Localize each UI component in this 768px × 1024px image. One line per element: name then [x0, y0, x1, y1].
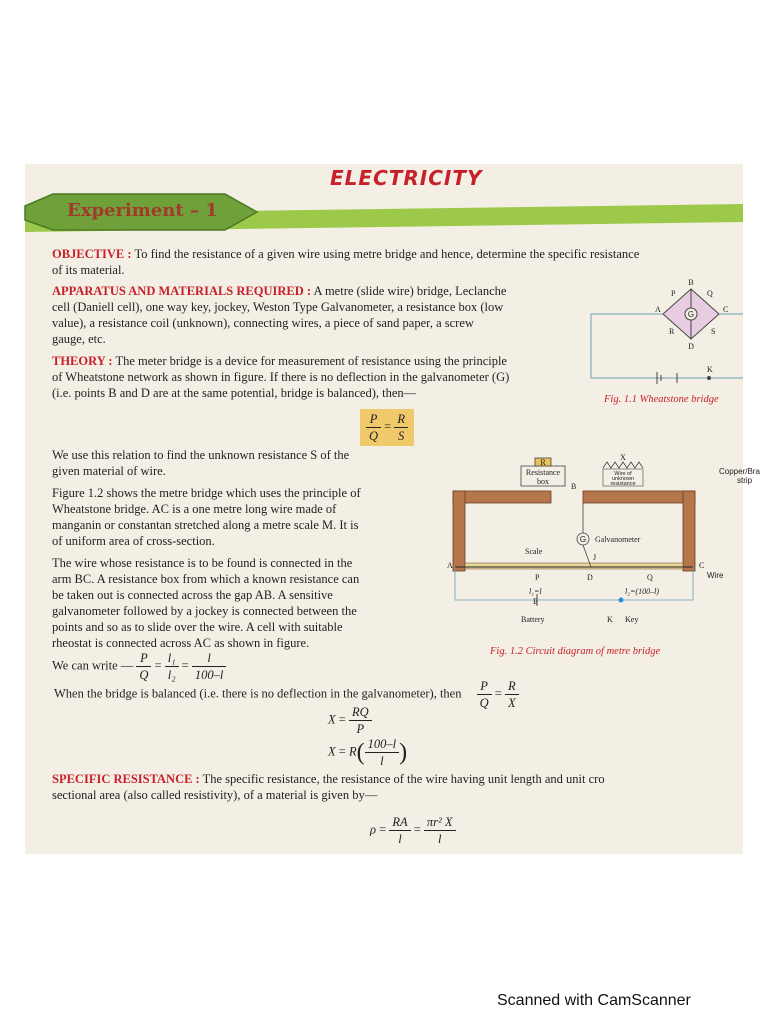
eq-r: R [394, 411, 408, 428]
x2-den: l [380, 754, 384, 768]
rho-num1: RA [389, 814, 410, 831]
x2-x: X [328, 744, 336, 759]
objective-line2: of its material. [52, 263, 125, 277]
p3-line6: rheostat is connected across AC as shown in figure. [52, 636, 310, 650]
x2-eq: = [338, 744, 346, 759]
fig1-label-s: S [711, 327, 716, 336]
p3-line3: be taken out is connected across the gap AB. A sensitive [52, 588, 333, 602]
fig2-label-resistance-box-1: Resistance [525, 468, 561, 477]
balanced-text: When the bridge is balanced (i.e. there is no deflection in the galvanometer), then [54, 686, 462, 701]
fig1-label-r: R [669, 327, 675, 336]
rho-num2: πr² X [424, 814, 456, 831]
p2-line2: Wheatstone bridge. AC is a one metre long wire made of [52, 502, 337, 516]
eq-s: S [398, 429, 405, 443]
fig1-label-q: Q [707, 289, 713, 298]
fig2-label-e: E [533, 597, 538, 606]
theory-label: THEORY : [52, 354, 113, 368]
fig1-background [587, 274, 743, 392]
wcw-100-l: 100–l [194, 668, 224, 682]
equation-x-r-ratio: X = R( $\frac{100-l}{l}$ ) [328, 737, 408, 768]
fig1-label-a: A [655, 305, 661, 314]
fig2-label-l2: l₂=(100–l) [625, 587, 659, 596]
fig1-label-p: P [671, 289, 676, 298]
bal-x: X [507, 696, 516, 710]
fig2-label-x: X [620, 453, 626, 462]
fig1-label-d: D [688, 342, 694, 351]
textbook-page [25, 164, 760, 854]
experiment-label: Experiment – 1 [67, 200, 218, 221]
fig2-label-q: Q [647, 573, 653, 582]
bal-eq: = [494, 686, 502, 701]
fig2-label-wire-unknown-1: Wire of [614, 471, 632, 477]
p3-line1: The wire whose resistance is to be found is connected in the [52, 556, 353, 570]
fig1-caption: Fig. 1.1 Wheatstone bridge [604, 394, 719, 405]
fig2-label-k: K [607, 615, 613, 624]
equation-x-rq-p [328, 704, 372, 737]
specific-label: SPECIFIC RESISTANCE : [52, 772, 200, 786]
fig1-label-c: C [723, 305, 729, 314]
x1-den: P [356, 722, 365, 736]
x1-eq: = [338, 712, 346, 727]
theory-line3: (i.e. points B and D are at the same potential, bridge is balanced), then— [52, 386, 417, 400]
balanced-statement [54, 678, 519, 711]
fig2-label-copper-1: Copper/Bra [719, 467, 760, 476]
rho-symbol: ρ [370, 822, 376, 837]
fig2-label-a: A [447, 561, 453, 570]
rho-den1: l [398, 832, 402, 846]
fig2-label-l1: l₁=l [529, 587, 542, 596]
p2-line3: manganin or constantan stretched along a metre scale M. It is [52, 518, 359, 532]
eq-q: Q [369, 429, 379, 443]
rho-eq1: = [379, 822, 387, 837]
apparatus-label: APPARATUS AND MATERIALS REQUIRED : [52, 284, 312, 298]
fig2-label-resistance-box-2: box [537, 477, 549, 486]
p2-line4: of uniform area of cross-section. [52, 534, 215, 548]
wcw-l: l [192, 650, 226, 667]
fig1-label-g: G [687, 310, 695, 319]
fig2-label-d: D [587, 573, 593, 582]
p3-line2: arm BC. A resistance box from which a known resistance can [52, 572, 360, 586]
wcw-l1: l₁ [165, 650, 179, 667]
bal-p: P [477, 678, 492, 695]
objective-line1: To find the resistance of a given wire using metre bridge and hence, determine the specific resistance [134, 247, 640, 261]
apparatus-line3: value), a resistance coil (unknown), connecting wires, a piece of sand paper, a screw [52, 316, 474, 330]
fig2-label-key: Key [625, 615, 639, 624]
wheatstone-bridge-figure [587, 274, 743, 392]
theory-line2: of Wheatstone network as shown in figure. If there is no deflection in the galvanometer (G) [52, 370, 510, 384]
balance-equation [360, 409, 414, 446]
x1-x: X [328, 712, 336, 727]
fig2-label-r: R [540, 458, 546, 467]
frame-left-leg [453, 491, 465, 571]
key-contact [619, 598, 624, 603]
p1-line2: given material of wire. [52, 464, 166, 478]
fig2-label-wire-unknown-2: unknown [611, 476, 635, 482]
fig2-label-wire-unknown-3: resistance [610, 481, 636, 487]
p3-line4: galvanometer followed by a jockey is connected between the [52, 604, 357, 618]
bal-q: Q [479, 696, 489, 710]
specific-line2: sectional area (also called resistivity), of a material is given by— [52, 788, 378, 802]
fig2-label-battery: Battery [521, 615, 545, 624]
equation-rho [370, 814, 456, 847]
fig2-label-wire: Wire [707, 571, 724, 580]
x2-num: 100–l [365, 736, 399, 753]
specific-resistance-section [52, 771, 742, 803]
eq-sign: = [384, 419, 392, 434]
fig2-label-copper-2: strip [737, 476, 753, 485]
wcw-eq1: = [154, 658, 162, 673]
x2-r: R [348, 744, 357, 759]
wcw-eq2: = [181, 658, 189, 673]
wcw-p: P [136, 650, 151, 667]
wcw-q: Q [139, 668, 149, 682]
fig2-label-p: P [535, 573, 540, 582]
rho-eq2: = [413, 822, 421, 837]
fig2-label-scale: Scale [525, 547, 543, 556]
fig1-label-b: B [688, 278, 694, 287]
fig1-label-k: K [707, 365, 713, 374]
eq-p: P [366, 411, 381, 428]
apparatus-line4: gauge, etc. [52, 332, 106, 346]
wcw-l2: l₂ [167, 668, 176, 682]
p3-line5: points and so as to slide over the wire. A cell with suitable [52, 620, 343, 634]
objective-label: OBJECTIVE : [52, 247, 132, 261]
specific-line1: The specific resistance, the resistance of the wire having unit length and unit cro [202, 772, 605, 786]
fig2-label-g: G [579, 535, 587, 544]
frame-right-bar [583, 491, 695, 503]
we-can-write-label: We can write — [52, 658, 134, 673]
frame-left-bar [453, 491, 551, 503]
apparatus-line2: cell (Daniell cell), one way key, jockey, Weston Type Galvanometer, a resistance box (low [52, 300, 504, 314]
metre-scale [465, 563, 683, 569]
fig2-label-j: J [593, 553, 597, 562]
apparatus-line1: A metre (slide wire) bridge, Leclanche [313, 284, 507, 298]
x1-num: RQ [349, 704, 372, 721]
fig2-label-b: B [571, 482, 577, 491]
apparatus-section [52, 283, 587, 347]
p1-line1: We use this relation to find the unknown resistance S of the [52, 448, 350, 462]
key-dot [707, 376, 711, 380]
fig2-label-c: C [699, 561, 705, 570]
p2-line1: Figure 1.2 shows the metre bridge which uses the principle of [52, 486, 361, 500]
fig2-caption: Fig. 1.2 Circuit diagram of metre bridge [490, 646, 661, 657]
camscanner-watermark: Scanned with CamScanner [497, 992, 691, 1009]
body-paragraphs [52, 447, 422, 651]
theory-section [52, 353, 597, 401]
chapter-title: ELECTRICITY [330, 166, 483, 190]
bal-r: R [505, 678, 519, 695]
metre-bridge-figure [425, 453, 760, 646]
fig2-label-galvanometer: Galvanometer [595, 535, 641, 544]
theory-line1: The meter bridge is a device for measurement of resistance using the principle [115, 354, 507, 368]
frame-right-leg [683, 491, 695, 571]
rho-den2: l [437, 832, 442, 846]
